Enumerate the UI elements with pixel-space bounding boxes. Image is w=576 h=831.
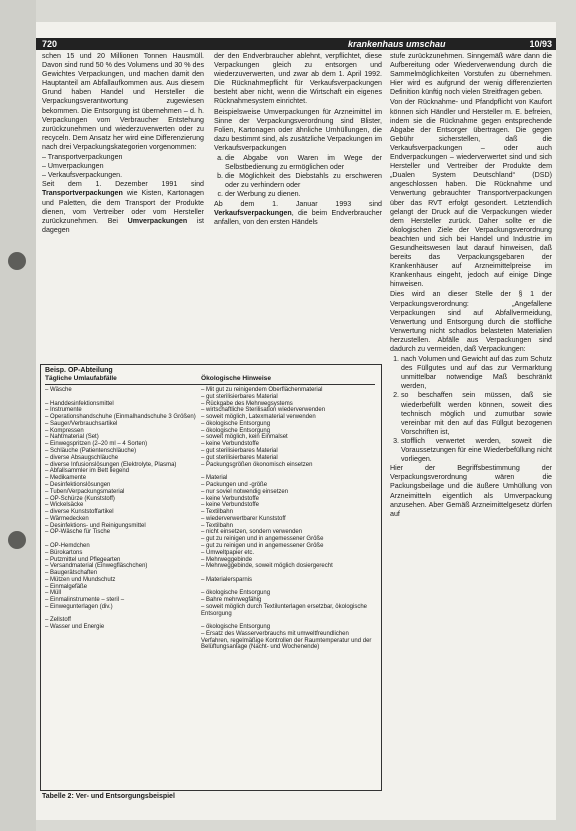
hint-cell: – Bahre mehrwegfähig — [201, 597, 377, 604]
journal-title: krankenhaus umschau — [348, 39, 446, 49]
waste-cell: – Einmalinstrumente – steril – — [45, 597, 201, 604]
waste-cell: – Schläuche (Patientenschläuche) — [45, 448, 201, 455]
table-header-waste: Tägliche Umlaufabfälle — [45, 375, 117, 382]
table-body — [45, 387, 377, 651]
binder-margin — [0, 0, 36, 831]
hint-cell: – Rückgabe des Mehrwegsystems — [201, 401, 377, 408]
table-row — [45, 584, 377, 591]
paragraph — [42, 180, 204, 235]
waste-cell: – Sauger/Verbrauchsartikel — [45, 421, 201, 428]
hint-cell: – soweit möglich, Latexmaterial verwenden — [201, 414, 377, 421]
table-header-hints: Ökologische Hinweise — [201, 375, 271, 382]
list-item: b. die Möglichkeit des Diebstahls zu erschweren oder zu verhindern oder — [225, 172, 382, 190]
table-row — [45, 394, 377, 401]
table-row — [45, 428, 377, 435]
journal-page — [36, 22, 556, 820]
text-run: Seit dem 1. Dezember 1991 sind — [42, 180, 204, 189]
table-caption: Tabelle 2: Ver- und Entsorgungsbeispiel — [42, 793, 175, 800]
list-item: 1. nach Volumen und Gewicht auf das zum Schutz des Füllgutes und auf das zur Vermarktung unmittelbar notwendige Maß beschränkt werden, — [401, 355, 552, 391]
waste-cell: – diverse Infusionslösungen (Elektrolyte, Plasma) — [45, 462, 201, 469]
hint-cell: – ökologische Entsorgung — [201, 428, 377, 435]
hint-cell: – Textilbahn — [201, 523, 377, 530]
table-row — [45, 624, 377, 631]
hint-cell: – ökologische Entsorgung — [201, 624, 377, 631]
table-row — [45, 570, 377, 577]
text-run: ist dagegen — [42, 216, 204, 234]
table-row — [45, 462, 377, 469]
hint-cell: – Mit gut zu reinigendem Oberflächenmaterial — [201, 387, 377, 394]
table-row — [45, 455, 377, 462]
hint-cell: – Materialersparnis — [201, 577, 377, 584]
bold-term: Transportverpackungen — [42, 189, 123, 198]
waste-cell: – Mützen und Mundschutz — [45, 577, 201, 584]
table-row — [45, 557, 377, 564]
hint-cell: – Material — [201, 475, 377, 482]
column-2 — [214, 52, 382, 362]
waste-cell: – Tuben/Verpackungsmaterial — [45, 489, 201, 496]
bold-term: Verkaufsverpackungen — [214, 208, 292, 217]
hint-cell: – gut zu reinigen und in angemessener Größe — [201, 543, 377, 550]
column-3 — [390, 52, 552, 797]
table-row — [45, 631, 377, 651]
table-row — [45, 577, 377, 584]
table-row — [45, 401, 377, 408]
hint-cell: – Packungen und -größe — [201, 482, 377, 489]
table-row — [45, 468, 377, 475]
waste-cell: – Desinfektionslösungen — [45, 482, 201, 489]
waste-cell: – Desinfektions- und Reinigungsmittel — [45, 523, 201, 530]
waste-cell: – Medikamente — [45, 475, 201, 482]
table-row — [45, 414, 377, 421]
waste-cell: – diverse Kunststoffartikel — [45, 509, 201, 516]
waste-cell: – Zellstoff — [45, 617, 201, 624]
hint-cell: – ökologische Entsorgung — [201, 421, 377, 428]
paragraph: der den Endverbraucher ablehnt, verpflichtet, diese Verpackungen gleich zu entsorgen und wiederzuverwerten, und zwar ab dem 1. April 1992. Die Rücknahmepflicht für Verkaufsverpackungen besteht aber nicht, wenn die Wirtschaft ein eigenes Rücknahmesystem einrichtet. — [214, 52, 382, 106]
list-item: 2. so beschaffen sein müssen, daß sie wiederbefüllt werden können, soweit dies technisch möglich und zumutbar sowie vereinbar mit den auf das Füllgut bezogenen Vorschriften ist, — [401, 391, 552, 436]
waste-cell: – Putzmittel und Pflegearten — [45, 557, 201, 564]
hint-cell: – Umweltpapier etc. — [201, 550, 377, 557]
table-row — [45, 563, 377, 570]
paragraph: schen 15 und 20 Millionen Tonnen Hausmüll. Davon sind rund 50 % des Volumens und 30 % des Gewichtes Verpackungen, und machen damit den Hauptanteil am Abfallaufkommen aus. Aus diesem Grund haben Handel und Hersteller die Verpackungsverantwortung zugewiesen bekommen. Die Entsorgung ist übernehmen – d. h. Verpackungen vom Verbraucher Entstehung zurückzunehmen und wiederzuverwerten oder zu recyceln. Dem Ansatz her wird eine Differenzierung nach drei Verpackungskategorien vorgenommen: — [42, 52, 204, 151]
hint-cell: – Mehrweggebinde, soweit möglich dosiergerecht — [201, 563, 377, 570]
paragraph: Von der Rücknahme- und Pfandpflicht von Kaufort können sich Händler und Hersteller m. E. befreien, indem sie die Rücknahme gegen entsprechende Abgabe der Entsorger übertragen. Die gegen Gebühr sicherstellen, daß die Verkaufsverpackungen – oder auch Endverpackungen – wiederverwertet sind und sich Hersteller und Vertreiber der Produkte dem „Dualen System Deutschland“ (DSD) angeschlossen haben. Die Rücknahme und Verwertung gebrauchter Transportverpackungen über das RVT erfolgt gesondert. Letztendlich gelangt der Druck auf die Verpackungen wieder dem Hersteller zurück. Daher sollte er die ökologischen Ziele der Verpackungsverordnung beachten und sich bei Handel und Industrie im Gesundheitswesen laut darauf hinweisen, daß bereits das Verpackungsgebaren der Krankenhäuser auf Arzneimittelpreise im Krankenhaus eingeht, jedoch auf einige Dinge hinweisen. — [390, 98, 552, 289]
waste-cell: – Wäsche — [45, 387, 201, 394]
table-row — [45, 441, 377, 448]
table-row — [45, 617, 377, 624]
waste-cell: – Instrumente — [45, 407, 201, 414]
table-row — [45, 536, 377, 543]
punch-hole — [8, 252, 26, 270]
table-row — [45, 496, 377, 503]
waste-cell: – Bürokartons — [45, 550, 201, 557]
table-row — [45, 543, 377, 550]
waste-cell: – Handdesinfektionsmittel — [45, 401, 201, 408]
hint-cell: – gut sterilisierbares Material — [201, 448, 377, 455]
paragraph — [214, 200, 382, 227]
table-row — [45, 509, 377, 516]
waste-cell: – diverse Absaugschläuche — [45, 455, 201, 462]
page-header — [36, 38, 556, 50]
hint-cell: – wiederverwertbarer Kunststoff — [201, 516, 377, 523]
hint-cell: – ökologische Entsorgung — [201, 590, 377, 597]
table-row — [45, 590, 377, 597]
issue-number: 10/93 — [529, 39, 552, 49]
supply-disposal-table — [40, 364, 382, 791]
hint-cell: – nicht einsetzen, sondern verwenden — [201, 529, 377, 536]
hint-cell: – keine Verbundstoffe — [201, 441, 377, 448]
list-item: c. der Werbung zu dienen. — [225, 190, 382, 199]
table-row — [45, 523, 377, 530]
paragraph: Beispielsweise Umverpackungen für Arzneimittel im Sinne der Verpackungsverordnung sind Blister, Folien, Kartonagen oder ähnliche Umhüllungen, die dazu bestimmt sind, als zusätzliche Verpackungen im Verkaufsverpackungen — [214, 107, 382, 152]
column-1 — [42, 52, 204, 362]
waste-cell: – Abfallsammler im Bett liegend — [45, 468, 201, 475]
table-row — [45, 550, 377, 557]
bold-term: Umverpackungen — [127, 216, 188, 225]
list-item: 3. stofflich verwertet werden, soweit die Voraussetzungen für eine Wiederbefüllung nicht vorliegen. — [401, 437, 552, 464]
table-row — [45, 516, 377, 523]
regulation-list — [390, 355, 552, 464]
text-run: wie Kisten, Kartonagen und Paletten, die dem Transport der Produkte dienen, vom Vertreiber oder vom Hersteller zurückzunehmen. Bei — [42, 189, 204, 225]
table-row — [45, 475, 377, 482]
waste-cell: – Kompressen — [45, 428, 201, 435]
waste-cell: – Operationshandschuhe (Einmalhandschuhe 3 Größen) — [45, 414, 201, 421]
list-item: a. die Abgabe von Waren im Wege der Selbstbedienung zu ermöglichen oder — [225, 154, 382, 172]
text-run: Ab dem 1. Januar 1993 sind — [214, 199, 382, 208]
waste-cell: – Nahtmaterial (Set) — [45, 434, 201, 441]
table-row — [45, 434, 377, 441]
table-row — [45, 421, 377, 428]
punch-hole — [8, 531, 26, 549]
table-row — [45, 489, 377, 496]
table-row — [45, 407, 377, 414]
waste-cell: – OP-Wäsche für Tische — [45, 529, 201, 536]
hint-cell: – keine Verbundstoffe — [201, 502, 377, 509]
waste-cell: – Wickelsäcke — [45, 502, 201, 509]
waste-cell: – Wasser und Energie — [45, 624, 201, 631]
table-row — [45, 604, 377, 617]
table-row — [45, 448, 377, 455]
hint-cell: – soweit möglich durch Textilunterlagen ersetzbar, ökologische Entsorgung — [201, 604, 377, 617]
hint-cell: – gut sterilisierbares Material — [201, 455, 377, 462]
table-row — [45, 597, 377, 604]
waste-cell: – OP-Hemdchen — [45, 543, 201, 550]
waste-cell: – Versandmaterial (Einwegfläschchen) — [45, 563, 201, 570]
packaging-categories-list — [42, 153, 204, 180]
page-number: 720 — [42, 39, 58, 49]
purpose-list — [214, 154, 382, 199]
waste-cell: – Baugerätschaften — [45, 570, 201, 577]
table-row — [45, 502, 377, 509]
hint-cell: – Textilbahn — [201, 509, 377, 516]
hint-cell: – gut zu reinigen und in angemessener Größe — [201, 536, 377, 543]
table-row — [45, 387, 377, 394]
hint-cell: – nur soviel notwendig einsetzen — [201, 489, 377, 496]
table-row — [45, 482, 377, 489]
waste-cell: – Müll — [45, 590, 201, 597]
table-title: Beisp. OP-Abteilung — [45, 367, 113, 374]
hint-cell: – Mehrweggebinde — [201, 557, 377, 564]
hint-cell: – wirtschaftliche Sterilisation wiederverwenden — [201, 407, 377, 414]
hint-cell: – Packungsgrößen ökonomisch einsetzen — [201, 462, 377, 469]
list-item: – Verkaufsverpackungen. — [42, 171, 204, 180]
waste-cell: – Einwegunterlagen (div.) — [45, 604, 201, 617]
list-item: – Transportverpackungen — [42, 153, 204, 162]
paragraph: Hier der Begriffsbestimmung der Verpackungsverordnung wären die Packungsbeilage und die äußere Umhüllung von Arzneimitteln eigentlich als Umverpackung anzusehen. Aber Gemäß Arzneimittelgesetz dürfen auf — [390, 464, 552, 518]
waste-cell: – Einmalgefäße — [45, 584, 201, 591]
table-row — [45, 529, 377, 536]
hint-cell: – Ersatz des Wasserverbrauchs mit umweltfreundlichen Verfahren, regelmäßige Kontrollen der Raumtemperatur und der Belüftungsanlage (Nacht- und Wochenende) — [201, 631, 377, 651]
waste-cell: – Einwegspritzen (2–20 ml – 4 Sorten) — [45, 441, 201, 448]
waste-cell: – OP-Schürze (Kunststoff) — [45, 496, 201, 503]
hint-cell: – keine Verbundstoffe — [201, 496, 377, 503]
list-item: – Umverpackungen — [42, 162, 204, 171]
hint-cell: – soweit möglich, kein Einmalset — [201, 434, 377, 441]
table-header-rule — [45, 384, 375, 385]
text-run: , die beim Endverbraucher anfallen, von den ersten Händels — [214, 208, 382, 226]
waste-cell: – Wärmedecken — [45, 516, 201, 523]
hint-cell: – gut sterilisierbares Material — [201, 394, 377, 401]
paragraph: stufe zurückzunehmen. Sinngemäß wäre dann die Aufbereitung oder Wiederverwendung durch die Sammelmöglichkeiten Vorstufen zu übernehmen. Hier wird es aufgrund der wenig differenzierten Definition künftig noch vielen Streitfragen geben. — [390, 52, 552, 97]
paragraph: Dies wird an dieser Stelle der § 1 der Verpackungsverordnung: „Angefallene Verpackungen sind auf Abfallvermeidung, Verwertung und Entsorgung durch die stoffliche Verwertung nicht schadlos belasteten Materialien herzustellen. Abfälle aus Verpackungen sind dadurch zu vermeiden, daß Verpackungen: — [390, 290, 552, 353]
